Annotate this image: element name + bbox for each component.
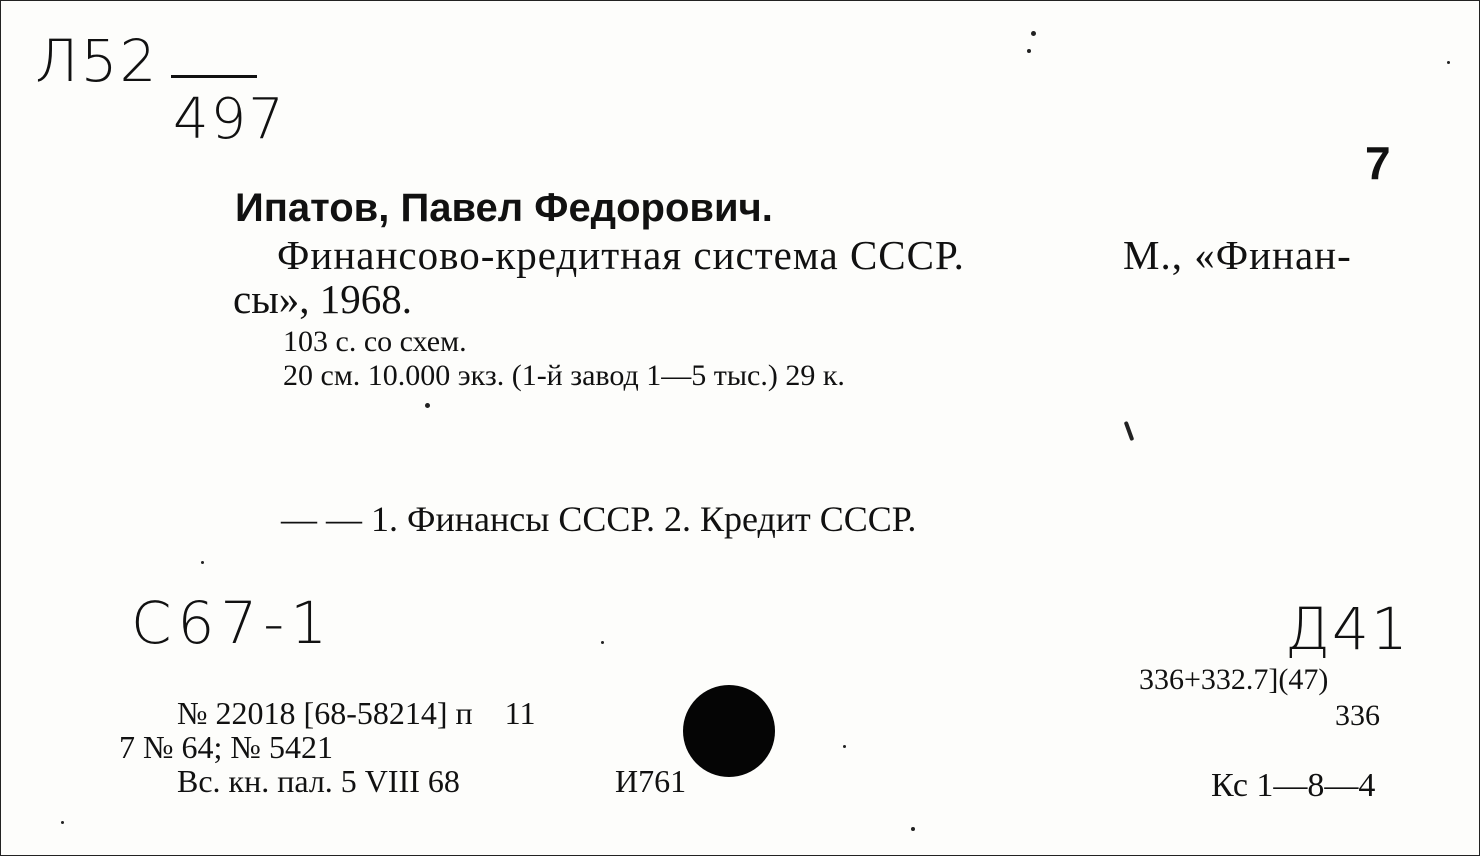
speck — [843, 745, 846, 748]
speck — [201, 561, 204, 564]
handwritten-code: С67-1 — [131, 589, 334, 657]
card-number: 7 — [1365, 137, 1391, 189]
classification-2: 336 — [1335, 699, 1380, 732]
record-line-3: Вс. кн. пал. 5 VIII 68 — [177, 763, 460, 799]
speck — [1027, 49, 1031, 53]
publisher-line: М., «Финан- — [1123, 232, 1352, 278]
subjects-line: — — 1. Финансы СССР. 2. Кредит СССР. — [281, 499, 917, 539]
speck — [61, 821, 64, 824]
physical-line: 20 см. 10.000 экз. (1-й завод 1—5 тыс.) 29 к. — [283, 359, 845, 392]
speck — [425, 403, 430, 408]
record-line-2: 7 № 64; № 5421 — [119, 729, 333, 765]
print-code: И761 — [615, 763, 687, 799]
pages-line: 103 с. со схем. — [283, 325, 467, 358]
author-heading: Ипатов, Павел Федорович. — [235, 186, 773, 230]
shelfmark-divider — [171, 75, 257, 78]
shelfmark-top: Л52 — [35, 27, 159, 95]
title-line-1: Финансово-кредитная система СССР. — [277, 232, 965, 278]
speck — [1447, 61, 1450, 64]
ks-number: Кс 1—8—4 — [1211, 767, 1376, 804]
speck — [911, 827, 915, 831]
handwritten-right: Д41 — [1285, 595, 1410, 663]
shelfmark-bottom: 497 — [173, 87, 286, 152]
record-line-1: № 22018 [68-58214] п 11 — [177, 695, 536, 731]
speck — [1124, 421, 1135, 441]
speck — [1031, 31, 1036, 36]
punch-hole — [683, 685, 775, 777]
title-line-2: сы», 1968. — [233, 276, 412, 322]
speck — [601, 641, 604, 644]
classification: 336+332.7](47) — [1139, 663, 1329, 696]
